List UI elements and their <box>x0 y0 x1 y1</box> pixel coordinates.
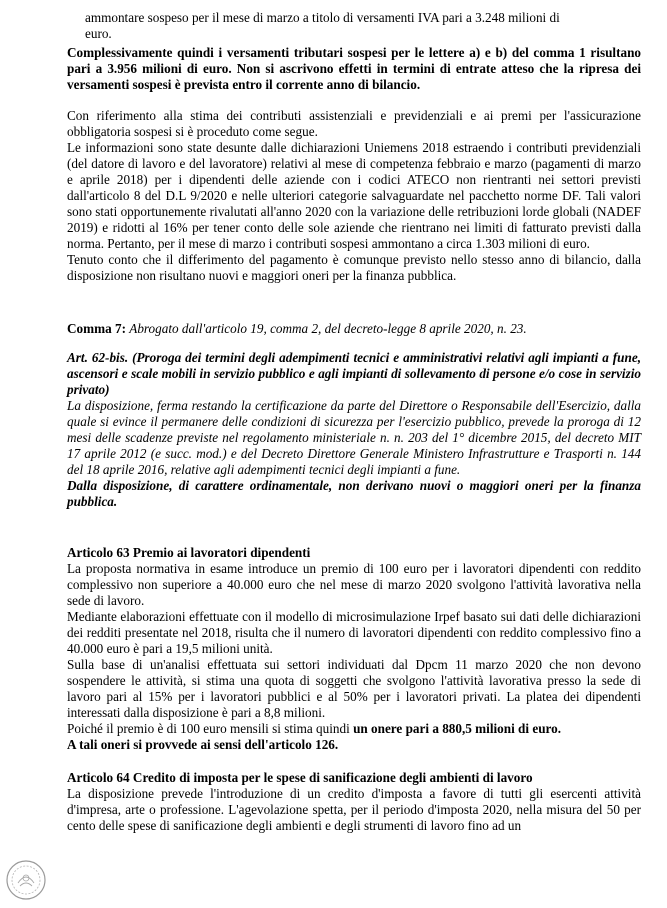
art-63-paragraph-1: La proposta normativa in esame introduce un premio di 100 euro per i lavoratori dipendenti con reddito complessivo non superiore a 40.000 euro che nel mese di marzo 2020 svolgono l'attività lavorativa nella sede di lavoro. <box>67 561 641 608</box>
art-64-body: La disposizione prevede l'introduzione di un credito d'imposta a favore di tutti gli esercenti attività d'impresa, arte o professione. L'agevolazione spetta, per il periodo d'imposta 2020, nella misura del 50 per cento delle spese di sanificazione degli ambienti e degli strumenti di lavoro fino ad un <box>67 786 641 833</box>
comma-7-label: Comma 7: <box>67 321 126 336</box>
art-63-section <box>67 545 641 753</box>
art-62-bis-body: La disposizione, ferma restando la certificazione da parte del Direttore o Responsabile dell'Esercizio, dalla quale si evince il permanere delle condizioni di sicurezza per l'esercizio pubblico, prevede la proroga di 12 mesi delle scadenze previste nel regolamento ministeriale n. n. 203 del 1° dicembre 2015, del decreto MIT 17 aprile 2012 (e succ. mod.) e del Decreto Direttore Generale Ministero Infrastrutture e Trasporti n. 144 del 18 aprile 2016, relative agli adempimenti tecnici degli impianti a fune. <box>67 398 641 477</box>
intro-block <box>67 10 641 42</box>
art-63-title: Articolo 63 Premio ai lavoratori dipendenti <box>67 545 311 560</box>
art-62-bis-title: Art. 62-bis. (Proroga dei termini degli adempimenti tecnici e amministrativi relativi agli impianti a fune, ascensori e scale mobili in servizio pubblico e agli impianti di sollevamento di persone e/o cose in servizio privato) <box>67 350 641 397</box>
art-63-paragraph-4-bold: un onere pari a 880,5 milioni di euro. <box>353 721 562 736</box>
intro-line-1: ammontare sospeso per il mese di marzo a titolo di versamenti IVA pari a 3.248 milioni di <box>85 10 560 25</box>
contrib-paragraph-1: Con riferimento alla stima dei contributi assistenziali e previdenziali e ai premi per l'assicurazione obbligatoria sospesi si è proceduto come segue. <box>67 108 641 139</box>
art-63-paragraph-4-plain: Poiché il premio è di 100 euro mensili si stima quindi <box>67 721 350 736</box>
comma-7-text: Abrogato dall'articolo 19, comma 2, del decreto-legge 8 aprile 2020, n. 23. <box>129 321 527 336</box>
art-63-paragraph-2: Mediante elaborazioni effettuate con il modello di microsimulazione Irpef basato sui dati delle dichiarazioni dei redditi presentate nel 2018, risulta che il numero di lavoratori dipendenti con reddito complessivo fino a 40.000 euro è pari a 19,5 milioni unità. <box>67 609 641 656</box>
art-62-bis-section <box>67 350 641 510</box>
intro-line-2: euro. <box>85 26 112 41</box>
contrib-paragraph-3: Tenuto conto che il differimento del pagamento è comunque previsto nello stesso anno di bilancio, dalla disposizione non risultano nuovi e maggiori oneri per la finanza pubblica. <box>67 252 641 283</box>
comma-7 <box>67 321 641 337</box>
art-63-paragraph-3: Sulla base di un'analisi effettuata sui settori individuati dal Dpcm 11 marzo 2020 che non devono sospendere le attività, si stima una quota di soggetti che svolgono l'attività lavorativa presso la sede di lavoro pari al 15% per i lavoratori pubblici e al 50% per i lavoratori privati. La platea dei dipendenti interessati dalla disposizione è pari a 8,8 milioni. <box>67 657 641 720</box>
contrib-paragraph-2: Le informazioni sono state desunte dalle dichiarazioni Uniemens 2018 estraendo i contributi previdenziali (del datore di lavoro e del lavoratore) relativi al mese di competenza febbraio e marzo (pagamenti di marzo e aprile 2018) per i dipendenti delle aziende con i codici ATECO non rientranti nei settori previsti dall'articolo 8 del D.L 9/2020 e nelle ulteriori categorie salvaguardate nel pacchetto norme DF. Tali valori sono stati opportunemente rivalutati all'anno 2020 con la variazione delle retribuzioni lorde globali (NADEF 2019) e ridotti al 16% per tener conto delle sole aziende che rientrano nei limiti di fatturato previsti dalla norma. Pertanto, per il mese di marzo i contributi sospesi ammontano a circa 1.303 milioni di euro. <box>67 140 641 251</box>
art-64-section <box>67 770 641 834</box>
art-64-title: Articolo 64 Credito di imposta per le spese di sanificazione degli ambienti di lavoro <box>67 770 533 785</box>
total-text: Complessivamente quindi i versamenti tributari sospesi per le lettere a) e b) del comma 1 risultano pari a 3.956 milioni di euro. Non si ascrivono effetti in termini di entrate atteso che la ripresa dei versamenti sospesi è prevista entro il corrente anno di bilancio. <box>67 45 641 92</box>
official-seal-icon <box>4 858 48 902</box>
total-suspended-paragraph <box>67 45 641 93</box>
art-62-bis-conclusion: Dalla disposizione, di carattere ordinamentale, non derivano nuovi o maggiori oneri per la finanza pubblica. <box>67 478 641 509</box>
contributions-section <box>67 108 641 284</box>
art-63-paragraph-5: A tali oneri si provvede ai sensi dell'articolo 126. <box>67 737 339 752</box>
